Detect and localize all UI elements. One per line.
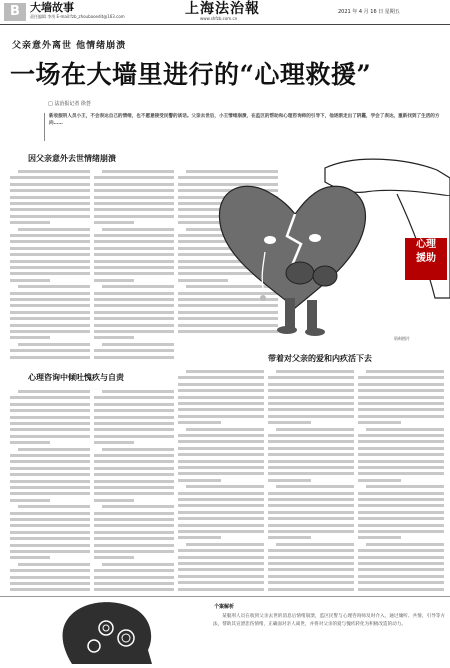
- text-line: [186, 370, 264, 373]
- text-line: [94, 588, 174, 591]
- text-line: [10, 422, 90, 425]
- text-line: [268, 383, 354, 386]
- text-line: [94, 266, 174, 269]
- text-line: [186, 485, 264, 488]
- text-line: [10, 512, 90, 515]
- text-line: [186, 428, 264, 431]
- byline: □ 法治报记者 徐荟: [48, 101, 91, 107]
- newspaper-logo: 上海法治報: [185, 1, 260, 17]
- text-line: [268, 498, 354, 501]
- text-line: [178, 434, 264, 437]
- text-line: [10, 531, 90, 534]
- text-line: [358, 556, 444, 559]
- cases-title: 个案解析: [214, 604, 235, 610]
- text-line: [358, 434, 444, 437]
- text-line: [268, 524, 354, 527]
- text-line: [94, 480, 174, 483]
- text-line: [358, 415, 444, 418]
- text-line: [102, 285, 174, 288]
- text-line: [94, 279, 134, 282]
- text-line: [268, 530, 354, 533]
- text-line: [18, 228, 90, 231]
- text-line: [102, 228, 174, 231]
- text-line: [10, 324, 90, 327]
- text-line: [358, 498, 444, 501]
- subhead-2: 心理咨询中倾吐愧疚与自责: [28, 373, 124, 382]
- text-line: [358, 504, 444, 507]
- text-line: [178, 383, 264, 386]
- text-line: [268, 549, 354, 552]
- badge-line-2: 援助: [416, 253, 436, 264]
- text-line: [94, 202, 174, 205]
- text-line: [94, 582, 174, 585]
- newspaper-url: www.shfzb.com.cn: [200, 16, 238, 21]
- text-line: [268, 536, 311, 539]
- text-line: [94, 403, 174, 406]
- text-line: [10, 473, 90, 476]
- text-line: [94, 441, 134, 444]
- text-line: [94, 189, 174, 192]
- text-line: [178, 415, 264, 418]
- text-line: [358, 453, 444, 456]
- text-line: [102, 448, 174, 451]
- badge-line-1: 心理: [416, 239, 436, 250]
- text-line: [94, 467, 174, 470]
- text-line: [10, 544, 90, 547]
- text-line: [10, 499, 50, 502]
- text-line: [358, 466, 444, 469]
- text-line: [268, 511, 354, 514]
- text-line: [10, 550, 90, 553]
- text-line: [10, 435, 90, 438]
- text-line: [94, 550, 174, 553]
- text-line: [10, 524, 90, 527]
- kicker: 父亲意外离世 他情绪崩溃: [12, 41, 127, 51]
- text-line: [366, 543, 444, 546]
- text-line: [10, 311, 90, 314]
- text-line: [10, 467, 90, 470]
- text-line: [10, 396, 90, 399]
- text-line: [94, 221, 134, 224]
- text-line: [10, 441, 50, 444]
- text-line: [10, 336, 50, 339]
- text-line: [358, 389, 444, 392]
- text-line: [94, 240, 174, 243]
- text-line: [268, 492, 354, 495]
- lead-paragraph: [44, 113, 447, 141]
- text-line: [268, 517, 354, 520]
- text-line: [10, 428, 90, 431]
- text-line: [10, 492, 90, 495]
- text-line: [276, 370, 354, 373]
- text-line: [10, 576, 90, 579]
- text-line: [358, 383, 444, 386]
- text-line: [94, 416, 174, 419]
- text-line: [94, 176, 174, 179]
- text-line: [94, 576, 174, 579]
- psych-aid-badge: [405, 238, 447, 280]
- text-line: [94, 215, 174, 218]
- text-line: [10, 298, 90, 301]
- text-line: [94, 253, 174, 256]
- text-line: [358, 588, 444, 591]
- text-line: [178, 466, 264, 469]
- text-line: [94, 569, 174, 572]
- text-line: [94, 435, 174, 438]
- text-line: [268, 440, 354, 443]
- text-line: [178, 396, 264, 399]
- text-line: [18, 343, 90, 346]
- text-line: [10, 260, 90, 263]
- text-line: [358, 396, 444, 399]
- text-line: [178, 479, 221, 482]
- issue-date: 2021 年 4 月 16 日 星期五: [338, 9, 400, 15]
- text-line: [178, 440, 264, 443]
- text-line: [10, 486, 90, 489]
- text-line: [366, 370, 444, 373]
- text-line: [358, 479, 401, 482]
- text-line: [268, 376, 354, 379]
- text-line: [178, 524, 264, 527]
- text-line: [268, 568, 354, 571]
- text-line: [94, 454, 174, 457]
- text-line: [94, 460, 174, 463]
- text-line: [10, 240, 90, 243]
- text-line: [366, 485, 444, 488]
- text-line: [10, 208, 90, 211]
- text-line: [10, 189, 90, 192]
- text-line: [10, 356, 90, 359]
- text-line: [10, 215, 90, 218]
- text-line: [178, 447, 264, 450]
- text-line: [178, 588, 264, 591]
- text-line: [268, 466, 354, 469]
- lead-text: 新收服刑人员小王，不会表达自己的情绪，也不愿意接受民警的谈话。父亲去世后，小王情绪崩溃，在监区的帮助和心理咨询师的引导下，他逐渐走出了阴霾，学会了表达，重新找到了生活的方向……: [49, 114, 440, 126]
- text-line: [10, 480, 90, 483]
- text-line: [358, 421, 401, 424]
- text-line: [94, 486, 174, 489]
- text-line: [178, 376, 264, 379]
- text-line: [268, 453, 354, 456]
- text-line: [268, 575, 354, 578]
- text-line: [10, 349, 90, 352]
- text-line: [102, 505, 174, 508]
- text-line: [178, 421, 221, 424]
- text-line: [94, 336, 134, 339]
- section-title: 大墙故事: [30, 1, 74, 14]
- text-line: [94, 304, 174, 307]
- text-line: [10, 304, 90, 307]
- text-line: [268, 421, 311, 424]
- text-line: [10, 416, 90, 419]
- text-line: [276, 485, 354, 488]
- text-line: [276, 543, 354, 546]
- text-line: [94, 492, 174, 495]
- text-line: [94, 531, 174, 534]
- text-line: [186, 543, 264, 546]
- text-line: [10, 569, 90, 572]
- text-line: [10, 460, 90, 463]
- text-line: [358, 460, 444, 463]
- text-line: [94, 524, 174, 527]
- text-line: [94, 330, 174, 333]
- subhead-3: 带着对父亲的爱和内疚活下去: [268, 354, 372, 363]
- text-line: [94, 311, 174, 314]
- text-line: [18, 563, 90, 566]
- page-code: B: [10, 4, 20, 19]
- text-line: [268, 504, 354, 507]
- text-line: [178, 530, 264, 533]
- text-line: [268, 562, 354, 565]
- text-line: [94, 298, 174, 301]
- text-line: [94, 499, 134, 502]
- text-line: [358, 530, 444, 533]
- text-line: [10, 253, 90, 256]
- text-line: [268, 447, 354, 450]
- text-line: [268, 408, 354, 411]
- text-line: [18, 285, 90, 288]
- head-spiral-illustration: [2, 598, 207, 666]
- text-line: [268, 402, 354, 405]
- text-line: [94, 518, 174, 521]
- text-line: [268, 389, 354, 392]
- text-line: [358, 517, 444, 520]
- photo-credit: 资料图片: [394, 336, 410, 341]
- text-line: [10, 202, 90, 205]
- text-line: [10, 247, 90, 250]
- body-column-1a: [10, 170, 90, 368]
- text-line: [10, 409, 90, 412]
- body-column-3a: [268, 370, 354, 595]
- text-line: [178, 511, 264, 514]
- text-line: [94, 317, 174, 320]
- text-line: [94, 537, 174, 540]
- text-line: [94, 260, 174, 263]
- text-line: [94, 208, 174, 211]
- text-line: [18, 448, 90, 451]
- text-line: [178, 581, 264, 584]
- body-column-2b: [94, 390, 174, 595]
- body-column-2a: [10, 390, 90, 595]
- text-line: [10, 279, 50, 282]
- text-line: [10, 403, 90, 406]
- text-line: [94, 422, 174, 425]
- text-line: [358, 562, 444, 565]
- text-line: [94, 324, 174, 327]
- text-line: [10, 454, 90, 457]
- text-line: [268, 434, 354, 437]
- text-line: [178, 492, 264, 495]
- text-line: [268, 479, 311, 482]
- text-line: [94, 512, 174, 515]
- text-line: [178, 556, 264, 559]
- text-line: [358, 472, 444, 475]
- text-line: [358, 447, 444, 450]
- text-line: [178, 389, 264, 392]
- text-line: [358, 402, 444, 405]
- body-column-3b: [358, 370, 444, 595]
- text-line: [102, 170, 174, 173]
- text-line: [268, 556, 354, 559]
- text-line: [10, 176, 90, 179]
- text-line: [178, 453, 264, 456]
- cases-analysis: [213, 613, 445, 665]
- text-line: [268, 415, 354, 418]
- text-line: [358, 376, 444, 379]
- text-line: [178, 504, 264, 507]
- text-line: [102, 563, 174, 566]
- text-line: [358, 568, 444, 571]
- page-header: [0, 0, 450, 25]
- cases-text: 某服刑人员在收到父亲去世的消息后情绪崩溃，监区民警与心理咨询师及时介入，通过倾听、共情、引导等方法，帮助其宣泄悲伤情绪，正确面对亲人离世，并将对父亲的爱与愧疚转化为积极改造的动力。: [213, 614, 445, 627]
- text-line: [94, 196, 174, 199]
- text-line: [358, 524, 444, 527]
- text-line: [94, 356, 174, 359]
- text-line: [268, 460, 354, 463]
- text-line: [10, 582, 90, 585]
- text-line: [18, 390, 90, 393]
- text-line: [178, 562, 264, 565]
- text-line: [94, 428, 174, 431]
- text-line: [94, 292, 174, 295]
- text-line: [178, 536, 221, 539]
- editor-meta: 责任编辑 李茂 E-mail:fzb_zhoubaoedit@163.com: [30, 14, 125, 19]
- text-line: [358, 408, 444, 411]
- text-line: [178, 517, 264, 520]
- text-line: [10, 518, 90, 521]
- text-line: [10, 556, 50, 559]
- text-line: [94, 473, 174, 476]
- text-line: [178, 408, 264, 411]
- text-line: [268, 581, 354, 584]
- text-line: [358, 575, 444, 578]
- headline: 一场在大墙里进行的“心理救援”: [10, 60, 372, 89]
- text-line: [268, 472, 354, 475]
- text-line: [10, 330, 90, 333]
- text-line: [178, 460, 264, 463]
- text-line: [358, 511, 444, 514]
- text-line: [10, 588, 90, 591]
- text-line: [358, 440, 444, 443]
- text-line: [178, 549, 264, 552]
- text-line: [94, 409, 174, 412]
- text-line: [358, 549, 444, 552]
- text-line: [102, 390, 174, 393]
- text-line: [268, 588, 354, 591]
- text-line: [10, 266, 90, 269]
- text-line: [178, 568, 264, 571]
- text-line: [94, 272, 174, 275]
- text-line: [10, 292, 90, 295]
- text-line: [276, 428, 354, 431]
- text-line: [178, 575, 264, 578]
- text-line: [18, 505, 90, 508]
- text-line: [94, 556, 134, 559]
- subhead-1: 因父亲意外去世情绪崩溃: [28, 154, 116, 163]
- text-line: [10, 196, 90, 199]
- text-line: [178, 402, 264, 405]
- text-line: [102, 343, 174, 346]
- text-line: [94, 349, 174, 352]
- text-line: [10, 537, 90, 540]
- text-line: [358, 492, 444, 495]
- text-line: [10, 183, 90, 186]
- text-line: [178, 498, 264, 501]
- page-number-badge: [4, 3, 26, 21]
- text-line: [358, 581, 444, 584]
- text-line: [94, 247, 174, 250]
- text-line: [10, 317, 90, 320]
- text-line: [178, 472, 264, 475]
- text-line: [94, 234, 174, 237]
- text-line: [18, 170, 90, 173]
- text-line: [358, 536, 401, 539]
- text-line: [94, 183, 174, 186]
- body-column-1b: [94, 170, 174, 368]
- section-divider: [0, 596, 450, 597]
- text-line: [10, 221, 50, 224]
- text-line: [268, 396, 354, 399]
- text-line: [94, 544, 174, 547]
- body-column-2c: [178, 370, 264, 595]
- text-line: [366, 428, 444, 431]
- text-line: [10, 272, 90, 275]
- text-line: [10, 234, 90, 237]
- text-line: [94, 396, 174, 399]
